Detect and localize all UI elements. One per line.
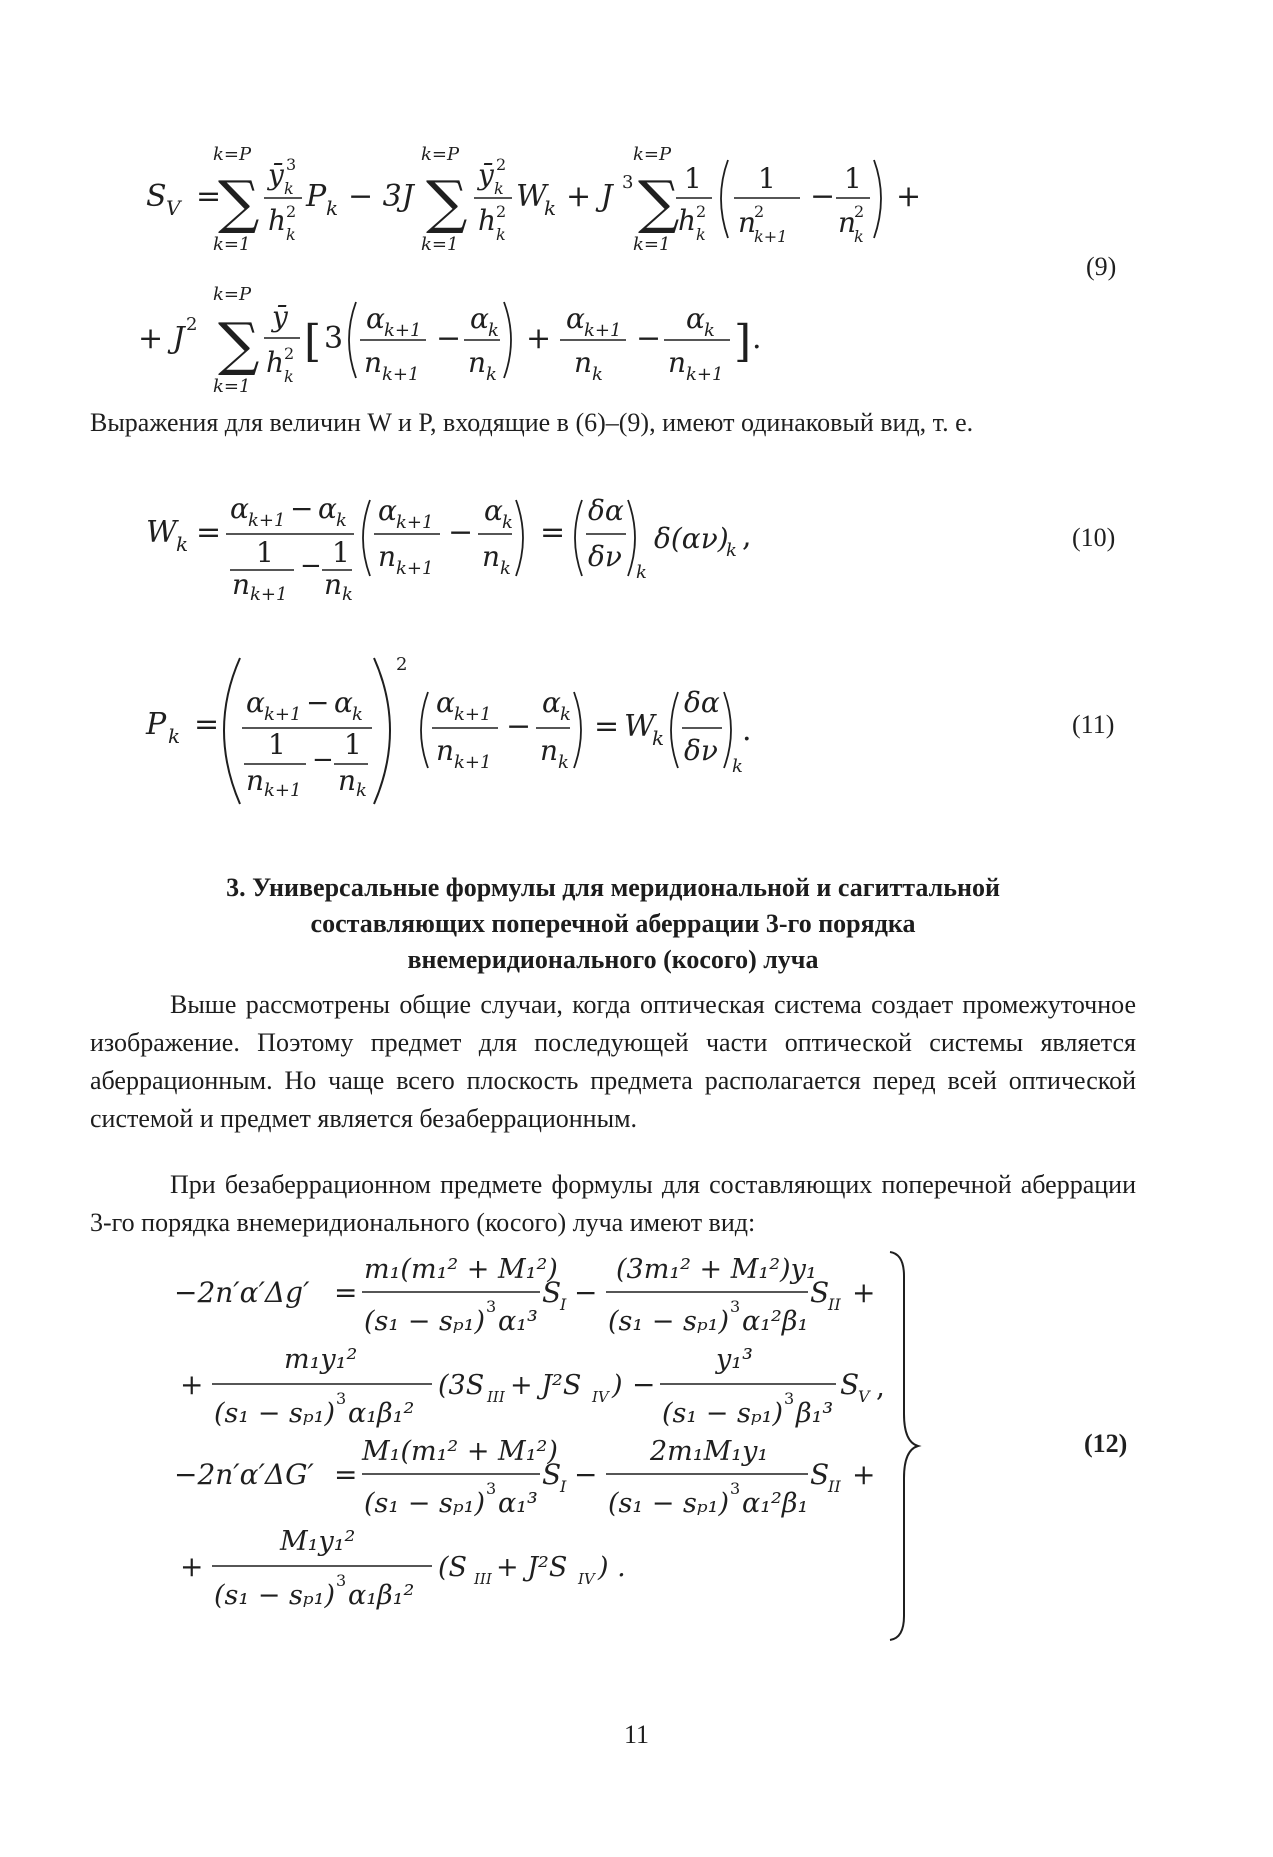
svg-text:+: + <box>896 179 922 214</box>
svg-text:1: 1 <box>844 162 862 195</box>
svg-text:h: h <box>266 346 285 379</box>
svg-text:3: 3 <box>784 1389 795 1408</box>
svg-text:k+1: k+1 <box>248 510 286 531</box>
svg-text:k=1: k=1 <box>421 234 459 255</box>
svg-text:− 3J: − 3J <box>348 179 414 214</box>
svg-text:−: − <box>312 745 334 775</box>
svg-text:n: n <box>668 346 687 379</box>
svg-text:.: . <box>752 321 762 356</box>
svg-text:k: k <box>496 225 506 244</box>
svg-text:=: = <box>196 179 222 214</box>
svg-text:k=P: k=P <box>421 144 460 165</box>
svg-text:k: k <box>342 584 353 605</box>
svg-text:3: 3 <box>336 1389 347 1408</box>
svg-text:3: 3 <box>486 1479 497 1498</box>
svg-text:−2n′α′Δg′: −2n′α′Δg′ <box>174 1276 310 1309</box>
svg-text:k: k <box>696 225 706 244</box>
svg-text:+ J²S: + J²S <box>496 1552 568 1583</box>
svg-text:α: α <box>230 492 249 525</box>
svg-text:+: + <box>852 1276 876 1309</box>
svg-text:[: [ <box>304 316 322 367</box>
svg-text:k=1: k=1 <box>633 234 671 255</box>
svg-text:∑: ∑ <box>426 168 468 236</box>
svg-text:1: 1 <box>758 162 776 195</box>
svg-text:k: k <box>732 756 743 777</box>
svg-text:3: 3 <box>324 321 344 356</box>
svg-text:k+1: k+1 <box>686 364 724 385</box>
svg-text:V: V <box>166 196 181 220</box>
svg-text:k: k <box>500 558 511 579</box>
svg-text:α: α <box>318 492 337 525</box>
svg-text:δ(αν): δ(αν) <box>654 522 729 555</box>
svg-text:(s₁ − sₚ₁): (s₁ − sₚ₁) <box>364 1488 486 1519</box>
svg-text:+: + <box>180 1550 204 1583</box>
svg-text:(s₁ − sₚ₁): (s₁ − sₚ₁) <box>364 1306 486 1337</box>
svg-text:n: n <box>540 734 559 767</box>
svg-text:1: 1 <box>684 162 702 195</box>
svg-text:∑: ∑ <box>638 168 680 236</box>
svg-text:−: − <box>574 1458 598 1491</box>
svg-text:α₁β₁²: α₁β₁² <box>348 1580 415 1611</box>
svg-text:k: k <box>558 752 569 773</box>
paragraph-1: Выше рассмотрены общие случаи, когда оптическая система создает промежуточное изображение. Поэтому предмет для последующей части оптической системы является аберрационным. Но чаще всего плоскость предмета располагается перед всей оптической системой и предмет является безаберрационным. <box>90 990 1136 1133</box>
svg-text:k=1: k=1 <box>213 234 251 255</box>
svg-text:2: 2 <box>284 344 295 363</box>
svg-text:k=P: k=P <box>213 284 252 305</box>
svg-text:W: W <box>516 179 547 214</box>
svg-text:−: − <box>306 686 330 719</box>
svg-text:k+1: k+1 <box>382 364 420 385</box>
svg-text:S: S <box>146 179 167 214</box>
svg-text:S: S <box>810 1276 830 1309</box>
svg-text:2: 2 <box>696 202 707 221</box>
svg-text:I: I <box>560 1477 567 1496</box>
svg-text:α₁³: α₁³ <box>498 1306 538 1337</box>
section-heading-line1: 3. Универсальные формулы для меридиональной и сагиттальной <box>226 873 1000 902</box>
svg-text:k+1: k+1 <box>384 320 422 341</box>
svg-text:+ J²S: + J²S <box>510 1370 582 1401</box>
paragraph-2: При безаберрационном предмете формулы для составляющих поперечной аберрации 3-го порядка внемеридионального (косого) луча имеют вид: <box>90 1170 1136 1237</box>
svg-text:h: h <box>678 204 697 237</box>
svg-text:ȳ: ȳ <box>268 158 284 191</box>
svg-text:n: n <box>838 206 857 239</box>
svg-text:=: = <box>540 515 566 550</box>
svg-text:=: = <box>334 1458 358 1491</box>
svg-text:−2n′α′ΔG′: −2n′α′ΔG′ <box>174 1458 314 1491</box>
svg-text:k: k <box>726 540 737 561</box>
svg-text:S: S <box>542 1458 562 1491</box>
svg-text:3: 3 <box>486 1297 497 1316</box>
svg-text:∑: ∑ <box>218 310 260 378</box>
svg-text:3: 3 <box>730 1479 741 1498</box>
svg-text:−: − <box>300 551 322 581</box>
svg-text:2: 2 <box>186 314 198 335</box>
svg-text:(s₁ − sₚ₁): (s₁ − sₚ₁) <box>662 1398 784 1429</box>
svg-text:=: = <box>196 515 222 550</box>
svg-text:2: 2 <box>496 202 507 221</box>
svg-text:k: k <box>704 320 715 341</box>
svg-text:+: + <box>852 1458 876 1491</box>
svg-text:δα: δα <box>588 494 624 527</box>
svg-text:1: 1 <box>268 728 286 761</box>
svg-text:k=P: k=P <box>633 144 672 165</box>
svg-text:k: k <box>326 196 339 220</box>
svg-text:+ J: + J <box>138 321 185 356</box>
svg-text:(s₁ − sₚ₁): (s₁ − sₚ₁) <box>608 1488 730 1519</box>
svg-text:k: k <box>636 562 647 583</box>
svg-text:+: + <box>180 1368 204 1401</box>
svg-text:): ) <box>612 1370 623 1401</box>
svg-text:−: − <box>436 321 462 356</box>
svg-text:−: − <box>448 515 474 550</box>
svg-text:+: + <box>526 321 552 356</box>
svg-text:2: 2 <box>754 202 765 221</box>
svg-text:k: k <box>336 510 347 531</box>
equation-12-number: (12) <box>1084 1429 1128 1458</box>
equation-10-number: (10) <box>1072 523 1116 552</box>
svg-text:m₁y₁²: m₁y₁² <box>284 1344 358 1375</box>
svg-text:3: 3 <box>336 1571 347 1590</box>
svg-text:k+1: k+1 <box>396 512 434 533</box>
svg-text:k: k <box>488 320 499 341</box>
svg-text:2: 2 <box>286 202 297 221</box>
svg-text:(s₁ − sₚ₁): (s₁ − sₚ₁) <box>214 1398 336 1429</box>
svg-text:α₁²β₁: α₁²β₁ <box>742 1488 809 1519</box>
svg-text:α: α <box>378 494 397 527</box>
svg-text:k+1: k+1 <box>396 558 434 579</box>
svg-text:α: α <box>334 686 353 719</box>
svg-text:3: 3 <box>622 172 634 193</box>
svg-text:M₁y₁²: M₁y₁² <box>280 1526 356 1557</box>
svg-text:,: , <box>876 1370 885 1403</box>
svg-text:n: n <box>246 764 265 797</box>
svg-text:−: − <box>810 179 836 214</box>
svg-text:=: = <box>334 1276 358 1309</box>
svg-text:k+1: k+1 <box>584 320 622 341</box>
svg-text:n: n <box>436 734 455 767</box>
svg-text:k: k <box>168 724 181 748</box>
svg-text:α: α <box>542 686 561 719</box>
svg-text:.: . <box>742 713 752 748</box>
svg-text:1: 1 <box>332 536 350 569</box>
svg-text:II: II <box>828 1477 841 1496</box>
svg-text:k+1: k+1 <box>250 584 288 605</box>
svg-text:ȳ: ȳ <box>272 300 288 333</box>
svg-text:−: − <box>506 709 532 744</box>
svg-text:2: 2 <box>396 654 408 675</box>
svg-text:α₁³: α₁³ <box>498 1488 538 1519</box>
svg-text:h: h <box>268 204 287 237</box>
svg-text:3: 3 <box>730 1297 741 1316</box>
svg-text:α: α <box>246 686 265 719</box>
svg-text:]: ] <box>734 316 752 367</box>
svg-text:k: k <box>652 726 665 750</box>
svg-text:S: S <box>542 1276 562 1309</box>
svg-text:k: k <box>284 367 294 386</box>
svg-text:k: k <box>592 364 603 385</box>
svg-text:k: k <box>486 364 497 385</box>
svg-text:V: V <box>858 1387 870 1406</box>
svg-text:2: 2 <box>496 155 507 174</box>
page-number: 11 <box>623 1720 650 1749</box>
intro-sentence: Выражения для величин W и P, входящие в (6)–(9), имеют одинаковый вид, т. е. <box>90 408 974 437</box>
svg-text:k: k <box>176 532 189 556</box>
svg-text:k+1: k+1 <box>264 780 302 801</box>
svg-text:β₁³: β₁³ <box>796 1398 834 1429</box>
equation-9-number: (9) <box>1086 252 1117 281</box>
svg-text:α: α <box>366 302 385 335</box>
equation-11-number: (11) <box>1072 710 1115 739</box>
svg-text:n: n <box>482 540 501 573</box>
svg-text:(s₁ − sₚ₁): (s₁ − sₚ₁) <box>608 1306 730 1337</box>
svg-text:n: n <box>468 346 487 379</box>
svg-text:IV: IV <box>592 1388 609 1406</box>
svg-text:(3S: (3S <box>438 1370 485 1401</box>
svg-text:n: n <box>324 568 343 601</box>
svg-text:ȳ: ȳ <box>478 158 494 191</box>
svg-text:III: III <box>487 1388 505 1406</box>
svg-text:P: P <box>306 179 327 214</box>
svg-text:n: n <box>378 540 397 573</box>
svg-text:k: k <box>544 196 557 220</box>
svg-text:) .: ) . <box>598 1552 626 1583</box>
svg-text:n: n <box>338 764 357 797</box>
svg-text:=: = <box>594 709 620 744</box>
svg-text:n: n <box>574 346 593 379</box>
section-heading <box>90 870 1136 978</box>
svg-text:n: n <box>232 568 251 601</box>
svg-text:k: k <box>560 704 571 725</box>
svg-text:δν: δν <box>684 734 718 767</box>
svg-text:M₁(m₁² + M₁²): M₁(m₁² + M₁²) <box>362 1436 558 1467</box>
svg-text:k: k <box>854 227 864 246</box>
svg-text:m₁(m₁² + M₁²): m₁(m₁² + M₁²) <box>364 1254 558 1285</box>
svg-text:k: k <box>284 179 294 198</box>
svg-text:P: P <box>146 707 167 742</box>
svg-text:W: W <box>624 709 655 744</box>
svg-text:IV: IV <box>578 1570 595 1588</box>
svg-text:,: , <box>742 519 752 554</box>
svg-text:2: 2 <box>854 202 865 221</box>
svg-text:S: S <box>810 1458 830 1491</box>
svg-text:y₁³: y₁³ <box>716 1344 753 1375</box>
svg-text:k: k <box>286 225 296 244</box>
svg-text:α: α <box>566 302 585 335</box>
svg-text:(s₁ − sₚ₁): (s₁ − sₚ₁) <box>214 1580 336 1611</box>
svg-text:α: α <box>686 302 705 335</box>
sum-sign: ∑ <box>218 168 260 236</box>
svg-text:k+1: k+1 <box>454 752 492 773</box>
svg-text:−: − <box>290 492 314 525</box>
section-heading-line3: внемеридионального (косого) луча <box>407 945 819 974</box>
svg-text:(3m₁² + M₁²)y₁: (3m₁² + M₁²)y₁ <box>616 1254 817 1285</box>
equation-9 <box>0 0 1273 400</box>
section-heading-line2: составляющих поперечной аберрации 3-го порядка <box>310 909 916 938</box>
svg-text:k: k <box>502 512 513 533</box>
svg-text:n: n <box>738 206 757 239</box>
equation-12 <box>0 1246 1273 1666</box>
svg-text:I: I <box>560 1295 567 1314</box>
svg-text:III: III <box>474 1570 492 1588</box>
svg-text:δα: δα <box>684 686 720 719</box>
svg-text:1: 1 <box>256 536 274 569</box>
svg-text:=: = <box>194 707 220 742</box>
svg-text:(S: (S <box>438 1552 468 1583</box>
svg-text:+ J: + J <box>566 179 613 214</box>
svg-text:1: 1 <box>344 728 362 761</box>
svg-text:2m₁M₁y₁: 2m₁M₁y₁ <box>650 1436 769 1467</box>
svg-text:n: n <box>364 346 383 379</box>
svg-text:α: α <box>436 686 455 719</box>
eq9-line2 <box>138 284 762 397</box>
svg-text:k=1: k=1 <box>213 376 251 397</box>
svg-text:α₁β₁²: α₁β₁² <box>348 1398 415 1429</box>
svg-text:k=P: k=P <box>213 144 252 165</box>
svg-text:k+1: k+1 <box>754 227 788 246</box>
svg-text:h: h <box>478 204 497 237</box>
svg-text:II: II <box>828 1295 841 1314</box>
svg-text:α: α <box>470 302 489 335</box>
svg-text:k: k <box>352 704 363 725</box>
svg-text:k: k <box>494 179 504 198</box>
svg-text:−: − <box>632 1368 656 1401</box>
svg-text:k: k <box>356 780 367 801</box>
svg-text:k+1: k+1 <box>454 704 492 725</box>
svg-text:α: α <box>484 494 503 527</box>
svg-text:−: − <box>636 321 662 356</box>
svg-text:3: 3 <box>286 155 297 174</box>
svg-text:W: W <box>146 515 177 550</box>
eq9-line1 <box>146 144 921 255</box>
svg-text:k+1: k+1 <box>264 704 302 725</box>
svg-text:α₁²β₁: α₁²β₁ <box>742 1306 809 1337</box>
svg-text:δν: δν <box>588 540 622 573</box>
svg-text:S: S <box>840 1368 860 1401</box>
right-brace <box>890 1252 918 1640</box>
svg-text:−: − <box>574 1276 598 1309</box>
